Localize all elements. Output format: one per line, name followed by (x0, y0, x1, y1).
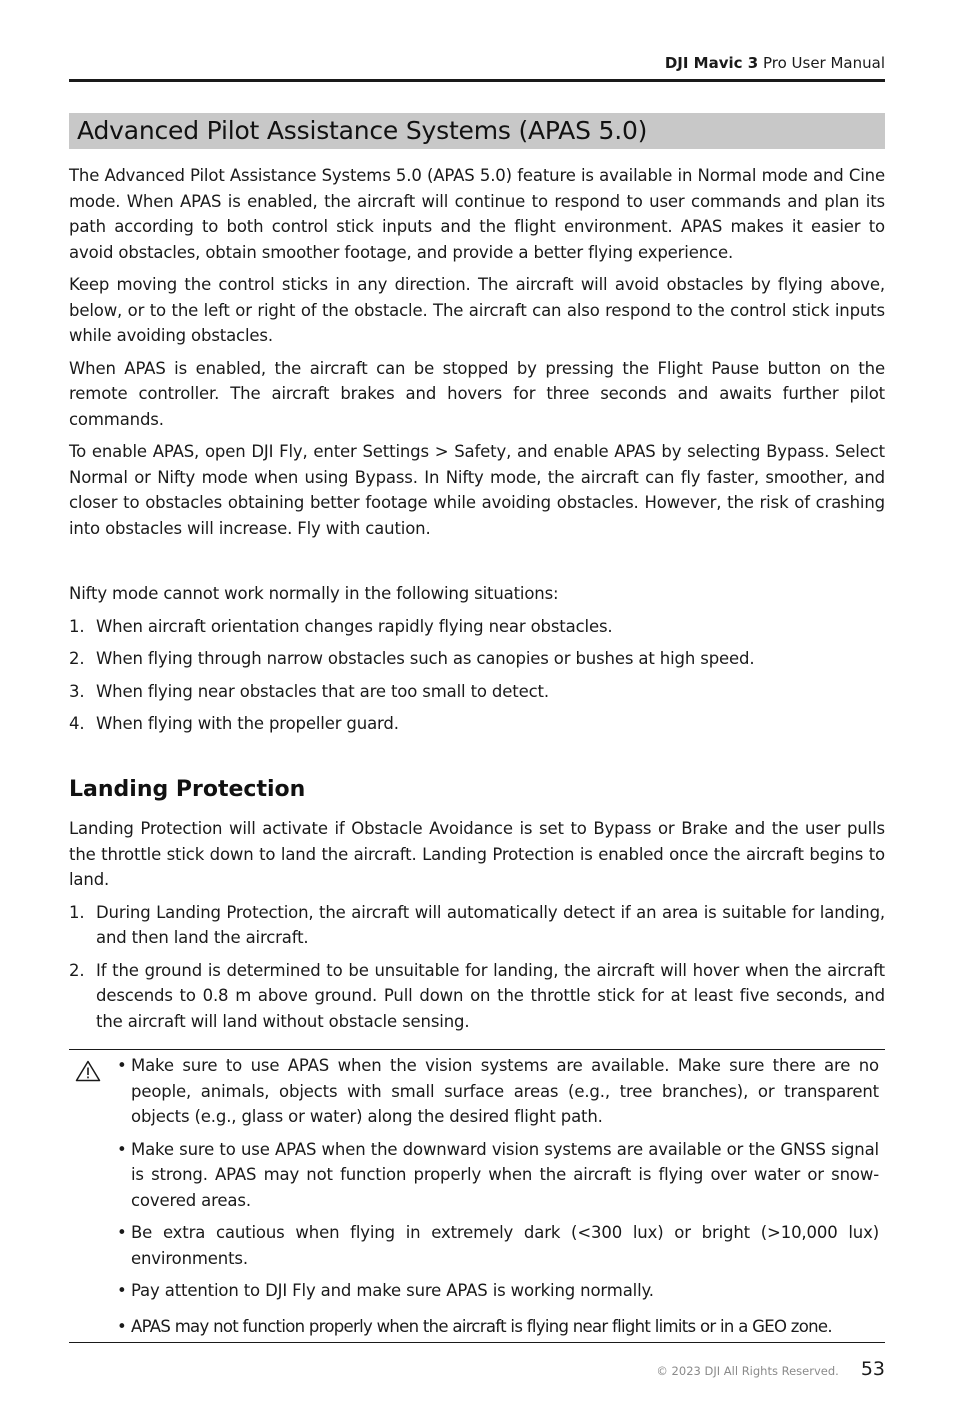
bullet: • (117, 1056, 127, 1075)
list-number: 1. (69, 616, 85, 636)
list-number: 3. (69, 681, 85, 701)
landing-intro: Landing Protection will activate if Obstacle Avoidance is set to Bypass or Brake and the user pulls the throttle stick down to land the aircraft. Landing Protection is enabled once the aircraft begins to land. (69, 819, 885, 889)
paragraph: Keep moving the control sticks in any direction. The aircraft will avoid obstacles by flying above, below, or to the left or right of the obstacle. The aircraft can also respond to the control stick inputs while avoiding obstacles. (69, 275, 885, 345)
page-footer (656, 1358, 885, 1380)
list-number: 1. (69, 902, 85, 922)
list-text: During Landing Protection, the aircraft will automatically detect if an area is suitable for landing, and then land the aircraft. (96, 902, 885, 947)
apas-description (69, 163, 885, 548)
warning-text: Make sure to use APAS when the vision systems are available. Make sure there are no people, animals, objects with small surface areas (e.g., tree branches), or transparent objects (e.g., glass or water) along the desired flight path. (131, 1056, 879, 1126)
landing-protection-section (69, 816, 885, 1041)
warning-item (117, 1220, 879, 1271)
list-item (69, 900, 885, 951)
list-text: When aircraft orientation changes rapidly flying near obstacles. (96, 616, 613, 636)
list-text: When flying near obstacles that are too small to detect. (96, 681, 549, 701)
paragraph: To enable APAS, open DJI Fly, enter Settings > Safety, and enable APAS by selecting Bypass. Select Normal or Nifty mode when using Bypass. In Nifty mode, the aircraft can fly faster, smoother, and closer to obstacles obtaining better footage while avoiding obstacles. However, the risk of crashing into obstacles will increase. Fly with caution. (69, 442, 885, 538)
copyright: © 2023 DJI All Rights Reserved. (656, 1364, 839, 1378)
list-text: When flying with the propeller guard. (96, 714, 399, 733)
list-item (69, 958, 885, 1035)
list-number: 2. (69, 649, 85, 668)
bullet: • (117, 1139, 127, 1159)
nifty-mode-section (69, 581, 885, 744)
warning-item (117, 1278, 879, 1304)
warning-text: Pay attention to DJI Fly and make sure APAS is working normally. (131, 1281, 654, 1300)
paragraph: When APAS is enabled, the aircraft can be stopped by pressing the Flight Pause button on the remote controller. The aircraft brakes and hovers for three seconds and awaits further pilot commands. (69, 358, 885, 429)
list-text: When flying through narrow obstacles such as canopies or bushes at high speed. (96, 649, 755, 668)
section-title-bar (69, 113, 885, 149)
warning-text: APAS may not function properly when the aircraft is flying near flight limits or in a GEO zone. (131, 1316, 832, 1336)
bullet: • (117, 1281, 127, 1300)
warning-list (117, 1053, 879, 1346)
page-number: 53 (860, 1358, 885, 1380)
warning-item (117, 1314, 879, 1340)
bullet: • (117, 1316, 127, 1336)
page-header (69, 54, 885, 72)
list-item (69, 614, 885, 640)
bullet: • (117, 1223, 127, 1242)
warning-text: Make sure to use APAS when the downward vision systems are available or the GNSS signal is strong. APAS may not function properly when the aircraft is flying over water or snow-covered areas. (131, 1139, 879, 1210)
header-divider (69, 79, 885, 82)
list-item (69, 711, 885, 737)
warning-text: Be extra cautious when flying in extremely dark (<300 lux) or bright (>10,000 lux) environments. (131, 1223, 879, 1268)
list-item (69, 679, 885, 705)
warning-item (117, 1053, 879, 1130)
list-text: If the ground is determined to be unsuitable for landing, the aircraft will hover when the aircraft descends to 0.8 m above ground. Pull down on the throttle stick for at least five seconds, and the aircraft will land without obstacle sensing. (96, 960, 885, 1031)
landing-protection-heading: Landing Protection (69, 777, 306, 802)
nifty-intro: Nifty mode cannot work normally in the following situations: (69, 584, 559, 603)
list-number: 4. (69, 714, 85, 733)
nifty-list (69, 614, 885, 737)
warning-box (69, 1049, 885, 1343)
warning-triangle-icon (75, 1060, 101, 1082)
paragraph: The Advanced Pilot Assistance Systems 5.0 (APAS 5.0) feature is available in Normal mode and Cine mode. When APAS is enabled, the aircraft will continue to respond to user commands and plan its path according to both control stick inputs and the flight environment. APAS makes it easier to avoid obstacles, obtain smoother footage, and provide a better flying experience. (69, 166, 885, 262)
warning-item (117, 1137, 879, 1214)
page-title: Advanced Pilot Assistance Systems (APAS 5.0) (77, 116, 648, 145)
list-item (69, 646, 885, 672)
header-brand: DJI Mavic 3 (664, 54, 759, 72)
list-number: 2. (69, 960, 85, 980)
landing-list (69, 900, 885, 1035)
header-suffix: Pro User Manual (758, 54, 885, 72)
